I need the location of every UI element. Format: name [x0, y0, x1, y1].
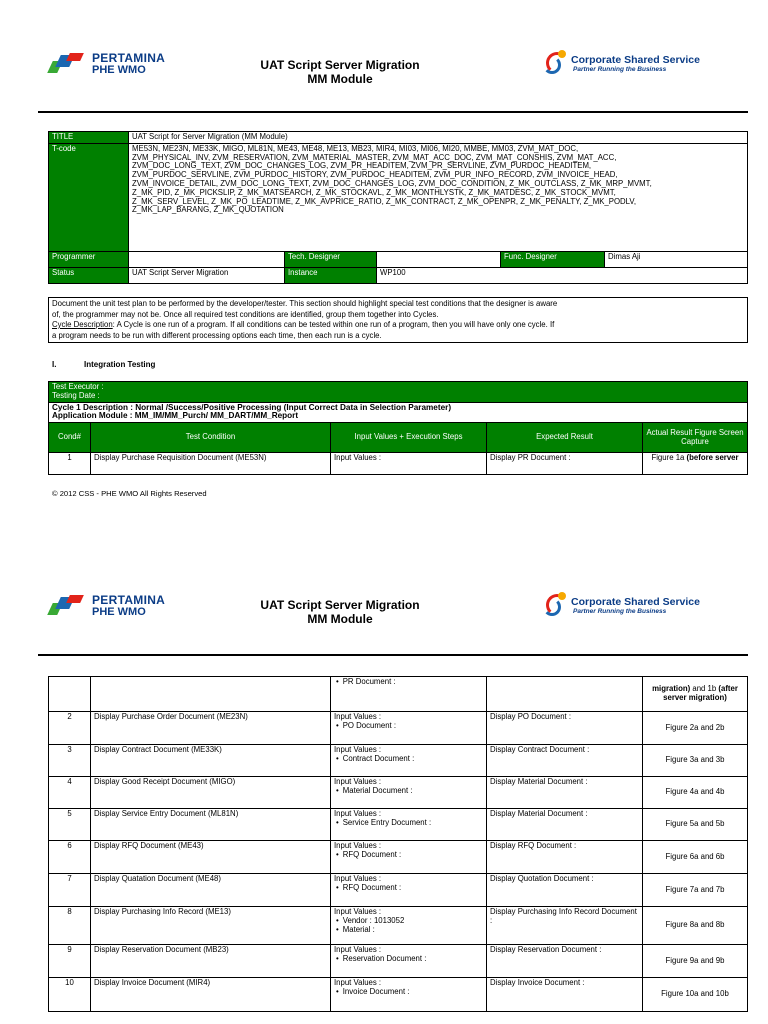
col-test-condition: Test Condition — [91, 423, 331, 453]
input-item: • RFQ Document : — [334, 884, 483, 893]
title-line-1: UAT Script Server Migration — [260, 598, 420, 612]
title-label: TITLE — [49, 132, 129, 144]
cond-number — [49, 677, 91, 712]
table-row — [49, 874, 748, 907]
input-values — [331, 809, 487, 841]
table-row — [49, 841, 748, 874]
test-condition: Display Service Entry Document (ML81N) — [91, 809, 331, 841]
expected-result: Display Quotation Document : — [487, 874, 643, 907]
status-label: Status — [49, 267, 129, 283]
input-heading: Input Values : — [334, 945, 382, 954]
table-row — [49, 907, 748, 945]
pertamina-logo — [50, 594, 165, 618]
input-item: • Invoice Document : — [334, 988, 483, 997]
cond-number: 7 — [49, 874, 91, 907]
input-values — [331, 677, 487, 712]
cond-number: 10 — [49, 978, 91, 1012]
figure-ref: and 1b — [690, 684, 719, 694]
description-line: Document the unit test plan to be performed by the developer/tester. This section should highlight special test conditions that the designer is aware — [52, 299, 558, 308]
input-heading: Input Values : — [334, 777, 382, 786]
expected-result: Display Material Document : — [487, 777, 643, 809]
description-text: : A Cycle is one run of a program. If all conditions can be tested within one run of a program, then you will have only one cycle. If — [112, 320, 555, 329]
pertamina-mark-icon — [50, 53, 88, 75]
actual-result — [643, 677, 748, 712]
title-line-1: UAT Script Server Migration — [260, 58, 420, 72]
css-logo — [543, 50, 700, 76]
input-item: • PO Document : — [334, 722, 483, 731]
cycle-table — [48, 381, 748, 475]
company-unit: PHE WMO — [92, 64, 146, 76]
instance-label: Instance — [285, 267, 377, 283]
tcode-line: ZVM_INVOICE_DETAIL, ZVM_DOC_LONG_TEXT, ZVM_DOC_CHANGES_LOG, ZVM_DOC_CONDITION, Z_MK_OUTCLASS, Z_MK_MRP_MVMT, — [132, 178, 652, 188]
table-row — [49, 453, 748, 475]
tcode-line: ZVM_PURDOC_SERVLINE, ZVM_PURDOC_HISTORY, ZVM_PURDOC_HEADITEM, ZVM_PUR_INFO_RECORD, ZVM_INVOICE_HEAD, — [132, 170, 618, 180]
test-condition: Display Purchase Order Document (ME23N) — [91, 712, 331, 745]
cycle-description: Cycle 1 Description : Normal /Success/Positive Processing (Input Correct Data in Selection Parameter) — [49, 402, 748, 412]
actual-result: Figure 5a and 5b — [643, 809, 748, 841]
input-heading: Input Values : — [334, 978, 382, 987]
actual-result: Figure 2a and 2b — [643, 712, 748, 745]
figure-note: (before server — [686, 453, 739, 463]
title-value: UAT Script for Server Migration (MM Module) — [129, 132, 748, 144]
instance-value: WP100 — [377, 267, 748, 283]
func-designer-label: Func. Designer — [501, 251, 605, 267]
table-row — [49, 777, 748, 809]
section-heading — [52, 360, 155, 369]
header-divider — [38, 654, 748, 656]
table-row — [49, 677, 748, 712]
document-title — [230, 598, 450, 626]
expected-result: Display PR Document : — [487, 453, 643, 475]
test-condition: Display RFQ Document (ME43) — [91, 841, 331, 874]
actual-result: Figure 7a and 7b — [643, 874, 748, 907]
expected-result: Display PO Document : — [487, 712, 643, 745]
col-expected-result: Expected Result — [487, 423, 643, 453]
tcode-line: ZVM_DOC_LONG_TEXT, ZVM_DOC_CHANGES_LOG, ZVM_PR_HEADITEM, ZVM_PR_SERVLINE, ZVM_PURDOC_HEADITEM, — [132, 161, 592, 171]
table-row — [49, 745, 748, 777]
cond-number: 2 — [49, 712, 91, 745]
test-executor: Test Executor : — [49, 382, 748, 392]
tcode-value — [129, 143, 748, 251]
tcode-line: Z_MK_PID, Z_MK_PICKSLIP, Z_MK_MATSEARCH, Z_MK_STOCKAVL, Z_MK_MONTHLYSTK, Z_MK_MATDESC, Z_MK_STOCK_MVMT, — [132, 187, 616, 197]
company-name: PERTAMINA — [92, 51, 166, 65]
application-module: Application Module : MM_IM/MM_Purch/ MM_DART/MM_Report — [49, 412, 748, 422]
figure-note: (after server migration) — [663, 684, 738, 702]
test-condition: Display Purchasing Info Record (ME13) — [91, 907, 331, 945]
tcode-line: Z_MK_SERV_LEVEL, Z_MK_PO_LEADTIME, Z_MK_AVPRICE_RATIO, Z_MK_CONTRACT, Z_MK_OPENPR, Z_MK_PENALTY, Z_MK_PODLV, — [132, 196, 637, 206]
input-item: • Material Document : — [334, 787, 483, 796]
css-logo — [543, 592, 700, 618]
header-divider — [38, 111, 748, 113]
input-heading: Input Values : — [334, 809, 382, 818]
input-heading: Input Values : — [334, 907, 382, 916]
actual-result: Figure 8a and 8b — [643, 907, 748, 945]
tcode-line: ZVM_PHYSICAL_INV, ZVM_RESERVATION, ZVM_MATERIAL_MASTER, ZVM_MAT_ACC_DOC, ZVM_MAT_CONSHIS, ZVM_MAT_ACC, — [132, 152, 617, 162]
input-values — [331, 874, 487, 907]
actual-result — [643, 453, 748, 475]
programmer-label: Programmer — [49, 251, 129, 267]
col-cond: Cond# — [49, 423, 91, 453]
title-line-2: MM Module — [307, 72, 373, 86]
expected-result: Display Invoice Document : — [487, 978, 643, 1012]
tcode-label: T-code — [49, 143, 129, 251]
test-condition — [91, 677, 331, 712]
figure-ref: Figure 1a — [651, 453, 687, 463]
input-values — [331, 777, 487, 809]
test-conditions-table — [48, 676, 748, 1012]
tech-designer-label: Tech. Designer — [285, 251, 377, 267]
description-line — [52, 320, 744, 331]
description-box — [48, 297, 748, 343]
page-footer: © 2012 CSS - PHE WMO All Rights Reserved — [52, 489, 207, 498]
cond-number: 4 — [49, 777, 91, 809]
pertamina-logo — [50, 52, 165, 76]
cond-number: 5 — [49, 809, 91, 841]
page-header — [0, 0, 768, 112]
cond-number: 3 — [49, 745, 91, 777]
programmer-value — [129, 251, 285, 267]
cond-number: 8 — [49, 907, 91, 945]
actual-result: Figure 10a and 10b — [643, 978, 748, 1012]
expected-result: Display RFQ Document : — [487, 841, 643, 874]
section-number: I. — [52, 360, 57, 369]
test-condition: Display Invoice Document (MIR4) — [91, 978, 331, 1012]
expected-result: Display Material Document : — [487, 809, 643, 841]
cond-number: 1 — [49, 453, 91, 475]
table-row — [49, 712, 748, 745]
test-condition: Display Reservation Document (MB23) — [91, 945, 331, 978]
actual-result: Figure 4a and 4b — [643, 777, 748, 809]
input-values — [331, 712, 487, 745]
test-condition: Display Purchase Requisition Document (ME53N) — [91, 453, 331, 475]
title-line-2: MM Module — [307, 612, 373, 626]
css-tagline: Partner Running the Business — [573, 607, 667, 615]
status-value: UAT Script Server Migration — [129, 267, 285, 283]
table-row — [49, 978, 748, 1012]
input-heading: Input Values : — [334, 745, 382, 754]
input-heading: Input Values : — [334, 841, 382, 850]
input-values — [331, 978, 487, 1012]
css-swoosh-icon — [543, 592, 569, 618]
company-unit: PHE WMO — [92, 606, 146, 618]
input-item: • Contract Document : — [334, 755, 483, 764]
company-name: PERTAMINA — [92, 593, 166, 607]
test-condition: Display Good Receipt Document (MIGO) — [91, 777, 331, 809]
css-name: Corporate Shared Service — [571, 595, 700, 608]
input-heading: Input Values : — [334, 712, 382, 721]
cond-number: 9 — [49, 945, 91, 978]
test-condition: Display Quatation Document (ME48) — [91, 874, 331, 907]
document-title — [230, 58, 450, 86]
expected-result: Display Contract Document : — [487, 745, 643, 777]
func-designer-value: Dimas Aji — [605, 251, 748, 267]
input-item: • Vendor : 1013052 — [334, 917, 483, 926]
input-values — [331, 907, 487, 945]
tcode-line: Z_MK_LAP_BARANG, Z_MK_QUOTATION — [132, 205, 284, 215]
input-item: • Reservation Document : — [334, 955, 483, 964]
col-input-values: Input Values + Execution Steps — [331, 423, 487, 453]
input-item: • RFQ Document : — [334, 851, 483, 860]
expected-result: Display Purchasing Info Record Document : — [487, 907, 643, 945]
pertamina-mark-icon — [50, 595, 88, 617]
tech-designer-value — [377, 251, 501, 267]
actual-result: Figure 3a and 3b — [643, 745, 748, 777]
section-title: Integration Testing — [84, 360, 156, 369]
input-item: • Service Entry Document : — [334, 819, 483, 828]
input-values: Input Values : — [331, 453, 487, 475]
cycle-description-term: Cycle Description — [52, 320, 113, 329]
description-line: a program needs to be run with different processing options each time, then each run is a cycle. — [52, 330, 382, 340]
col-actual-result: Actual Result Figure Screen Capture — [643, 423, 748, 453]
testing-date: Testing Date : — [49, 392, 748, 402]
description-line: of, the programmer may not be. Once all required test conditions are identified, group them together into Cycles. — [52, 309, 439, 319]
tcode-line: ME53N, ME23N, ME33K, MIGO, ML81N, ME43, ME48, ME13, MB23, MIR4, MI03, MI06, MI20, MMBE, MM03, ZVM_MAT_DOC, — [132, 143, 579, 153]
test-condition: Display Contract Document (ME33K) — [91, 745, 331, 777]
css-name: Corporate Shared Service — [571, 53, 700, 66]
input-item: • PR Document : — [334, 678, 483, 687]
input-values — [331, 745, 487, 777]
css-tagline: Partner Running the Business — [573, 65, 667, 73]
table-row — [49, 945, 748, 978]
figure-note: migration) — [652, 684, 691, 694]
input-item: • Material : — [334, 926, 483, 935]
expected-result: Display Reservation Document : — [487, 945, 643, 978]
input-values — [331, 945, 487, 978]
actual-result: Figure 6a and 6b — [643, 841, 748, 874]
input-heading: Input Values : — [334, 874, 382, 883]
expected-result — [487, 677, 643, 712]
cond-number: 6 — [49, 841, 91, 874]
css-swoosh-icon — [543, 50, 569, 76]
script-info-table — [48, 131, 748, 284]
actual-result: Figure 9a and 9b — [643, 945, 748, 978]
input-values — [331, 841, 487, 874]
table-row — [49, 809, 748, 841]
